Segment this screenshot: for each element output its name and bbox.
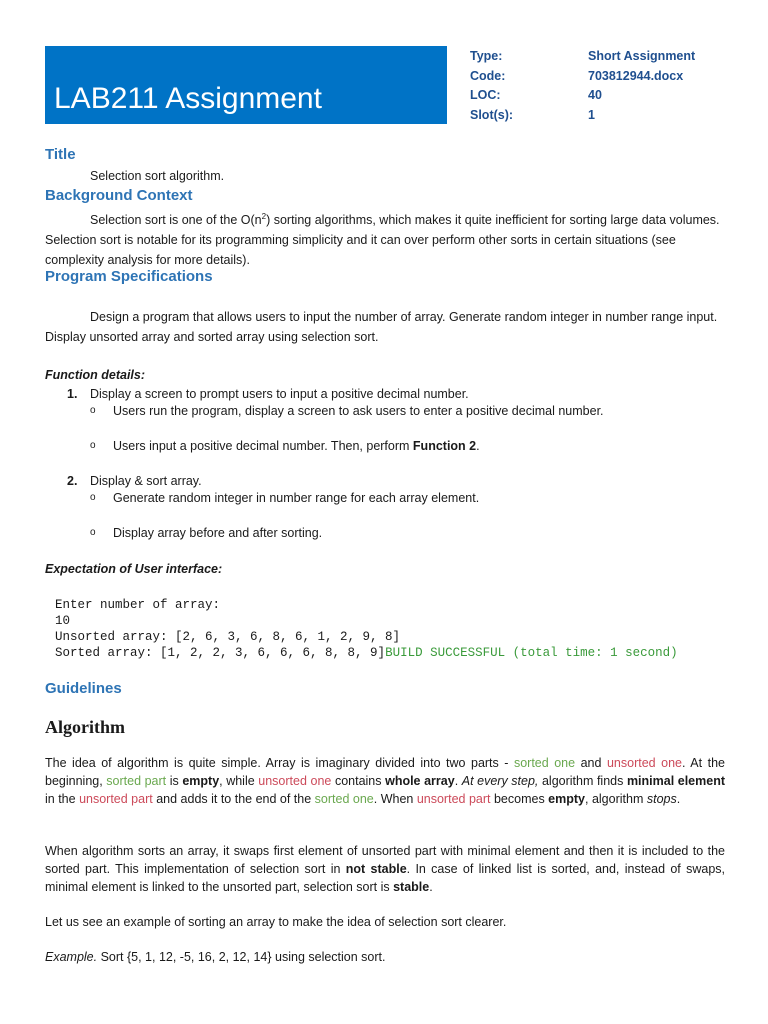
- meta-value: Short Assignment: [588, 49, 696, 63]
- text: When algorithm sorts an array, it swaps first element of unsorted part with minimal element and then it is included to the sorted part. This implementation of selection sort in: [45, 844, 725, 876]
- meta-label: Type:: [470, 49, 503, 63]
- text: .: [454, 774, 462, 788]
- text: The idea of algorithm is quite simple. Array is imaginary divided into two parts -: [45, 756, 514, 770]
- meta-value: 703812944.docx: [588, 68, 684, 83]
- unsorted-highlight: unsorted part: [79, 792, 153, 806]
- algorithm-paragraph-1: [45, 754, 725, 808]
- unsorted-highlight: unsorted one: [258, 774, 332, 788]
- title-text: Selection sort algorithm.: [90, 169, 225, 183]
- function-2-bullet-1: Generate random integer in number range for each array element.: [113, 491, 480, 505]
- bold-text: empty: [182, 774, 220, 788]
- meta-row-code: [470, 69, 760, 89]
- bold-text: empty: [548, 792, 585, 806]
- function-1-bullet-2: [113, 439, 480, 453]
- bold-text: whole array: [385, 774, 455, 788]
- text: in the: [45, 792, 80, 806]
- text: and adds it to the end of the: [152, 792, 315, 806]
- sorted-highlight: sorted one: [314, 792, 374, 806]
- text: , algorithm: [585, 792, 647, 806]
- bullet-icon: o: [90, 405, 96, 416]
- ui-expectation-label: Expectation of User interface:: [45, 562, 223, 576]
- meta-label: Code:: [470, 68, 506, 83]
- text: and: [575, 756, 607, 770]
- heading-background: Background Context: [45, 187, 193, 204]
- function-2-bullet-2: Display array before and after sorting.: [113, 526, 323, 540]
- background-paragraph: [45, 207, 725, 270]
- console-line-1: Enter number of array:: [55, 598, 221, 612]
- text: contains: [331, 774, 386, 788]
- heading-guidelines: Guidelines: [45, 680, 122, 697]
- bullet-icon: o: [90, 492, 96, 503]
- bullet-icon: o: [90, 440, 96, 451]
- text: . In case of linked list is sorted, and, instead of swaps, minimal element is linked to the unsorted part, selection sort is: [45, 862, 725, 894]
- heading-spec: Program Specifications: [45, 268, 213, 285]
- bold-text: stable: [393, 880, 430, 894]
- italic-text: stops: [646, 792, 677, 806]
- heading-algorithm: Algorithm: [45, 717, 125, 737]
- meta-row-type: [470, 49, 760, 69]
- function-2-text: Display & sort array.: [90, 474, 202, 488]
- bullet-2-post: .: [476, 439, 480, 453]
- bold-text: not stable: [345, 862, 407, 876]
- function-details-label: Function details:: [45, 368, 145, 382]
- console-line-2: 10: [55, 614, 71, 628]
- title-banner: [45, 46, 447, 124]
- spec-paragraph: Design a program that allows users to input the number of array. Generate random integer in number range input. Display unsorted array and sorted array using selection sort.: [45, 310, 718, 344]
- bullet-icon: o: [90, 527, 96, 538]
- console-line-3: Unsorted array: [2, 6, 3, 6, 8, 6, 1, 2, 9, 8]: [55, 630, 401, 644]
- assignment-meta: [470, 49, 760, 127]
- console-sorted: Sorted array: [1, 2, 2, 3, 6, 6, 6, 8, 8, 9]: [55, 646, 386, 660]
- text: is: [166, 774, 183, 788]
- background-pre: Selection sort is one of the O(n: [90, 213, 262, 228]
- text: becomes: [490, 792, 549, 806]
- unsorted-highlight: unsorted one: [606, 756, 682, 770]
- example-label: Example.: [45, 950, 98, 964]
- meta-label: LOC:: [470, 88, 501, 102]
- sorted-highlight: sorted part: [106, 774, 167, 788]
- background-post: ) sorting algorithms, which makes it quite inefficient for sorting large data volumes. Selection sort is notable for its programming simplicity and it can over perform other sorts in certain situations (see complexity analysis for more details).: [45, 213, 720, 268]
- heading-title: Title: [45, 146, 76, 163]
- text: .: [429, 880, 433, 894]
- console-build: BUILD SUCCESSFUL (total time: 1 second): [385, 646, 678, 660]
- text: . At the beginning,: [45, 756, 725, 788]
- algorithm-paragraph-3: Let us see an example of sorting an array to make the idea of selection sort clearer.: [45, 915, 507, 929]
- algorithm-paragraph-2: [45, 842, 725, 896]
- function-1-text: Display a screen to prompt users to input a positive decimal number.: [90, 387, 469, 401]
- background-sup: 2: [261, 212, 267, 221]
- list-number: 2.: [67, 474, 78, 488]
- console-line-4: [55, 646, 678, 660]
- meta-row-slots: [470, 108, 760, 128]
- example-text: Sort {5, 1, 12, -5, 16, 2, 12, 14} using selection sort.: [97, 950, 386, 964]
- text: .: [676, 792, 681, 806]
- bullet-2-pre: Users input a positive decimal number. Then, perform: [113, 439, 413, 453]
- bold-text: minimal element: [626, 774, 725, 788]
- function-1-bullet-1: Users run the program, display a screen to ask users to enter a positive decimal number.: [113, 404, 604, 418]
- meta-label: Slot(s):: [470, 107, 514, 122]
- meta-value: 40: [588, 88, 602, 102]
- meta-value: 1: [588, 107, 595, 122]
- unsorted-highlight: unsorted part: [416, 792, 491, 806]
- text: , while: [219, 774, 259, 788]
- sorted-highlight: sorted one: [513, 756, 576, 770]
- page-title: LAB211 Assignment: [54, 82, 322, 115]
- text: . When: [373, 792, 417, 806]
- text: algorithm finds: [538, 774, 627, 788]
- bullet-2-bold: Function 2: [412, 439, 477, 453]
- italic-text: At every step,: [461, 774, 539, 788]
- example-paragraph: [45, 947, 725, 967]
- meta-row-loc: [470, 88, 760, 108]
- list-number: 1.: [67, 387, 78, 401]
